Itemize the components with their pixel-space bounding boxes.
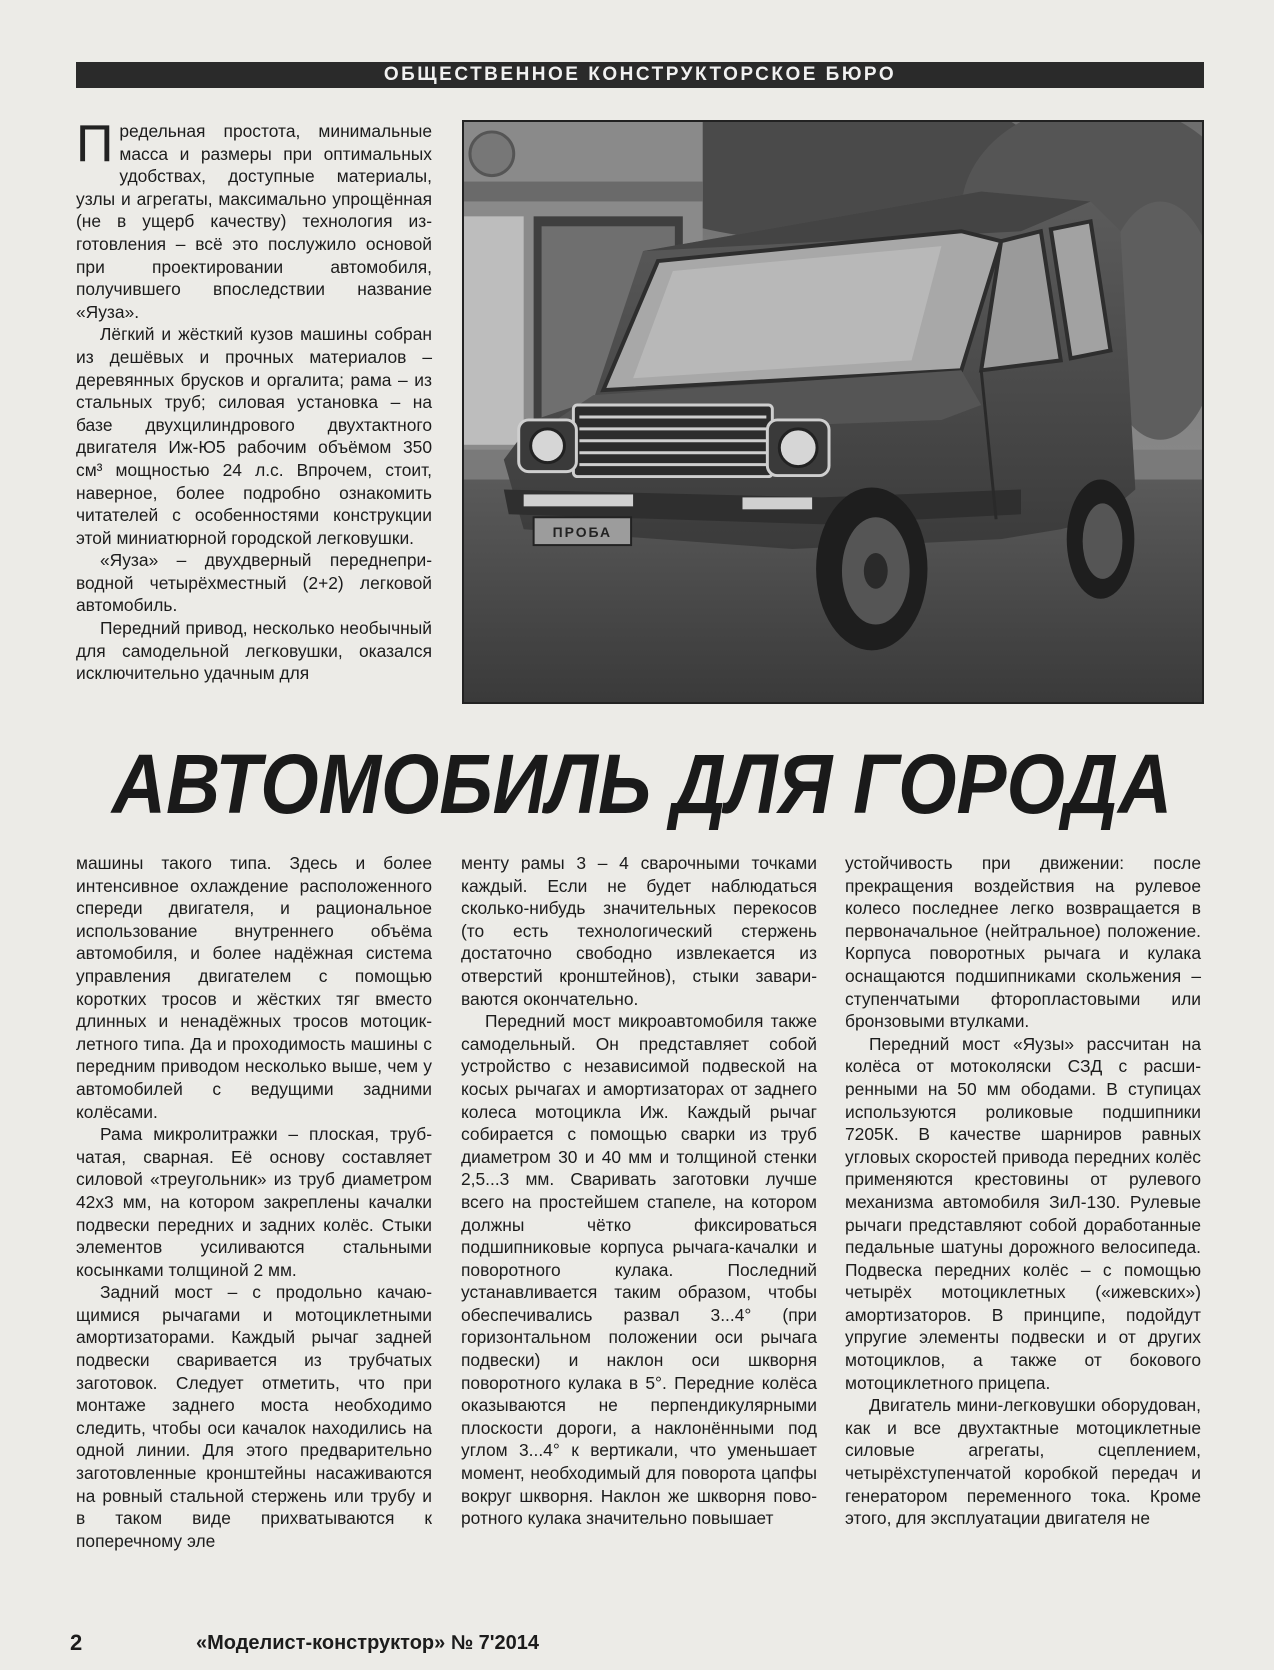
grille — [573, 405, 772, 477]
column-3-paragraph-3: Двигатель мини-легковушки оборудован, как и все двухтактные мотоциклетные силовые агрегаты, сцеплением, четырёхступенчатой коробкой передач и генератором переменного тока. Кроме этого, для эксплуатации двигателя не — [845, 1395, 1201, 1529]
column-3-paragraph-2: Передний мост «Яузы» рассчитан на колёса от мотоколяски СЗД с расширенными на 50 мм ободами. В ступицах используются роликовые подшипники 7205К. В качестве шарниров равных угловых скоростей привода передних колёс применяются крестовины от рулевого механизма автомобиля ЗиЛ-130. Рулевые рычаги представляют собой доработанные педальные шатуны дорожного велосипеда. Подвеска передних колёс – с помощью четырёх мотоциклетных («ижевских») амортизаторов. В принципе, подойдут упругие элементы подвески и от других мотоциклов, а также от бокового мотоциклетного прицепа. — [845, 1033, 1201, 1393]
section-header: ОБЩЕСТВЕННОЕ КОНСТРУКТОРСКОЕ БЮРО — [76, 62, 1204, 88]
article-headline: АВТОМОБИЛЬ ДЛЯ ГОРОДА — [111, 736, 1173, 832]
intro-paragraph-1 — [76, 115, 432, 323]
intro-paragraph-1-text: редельная простота, минимальные масса и размеры при оптимальных удобствах, доступные материалы, узлы и агрегаты, максимально упрощённая (не в ущерб качеству) технология изготовления – всё это послужило основой при проектировании автомобиля, получившего впоследствии название «Яуза». — [76, 121, 432, 322]
license-plate-text: ПРОБА — [552, 524, 613, 541]
building-emblem — [470, 132, 514, 176]
car-photo-illustration — [464, 122, 1202, 702]
page-footer — [70, 1630, 1204, 1660]
column-3-paragraph-1: устойчивость при движении: после прекращения воздействия на рулевое колесо последнее легко возвращается в первоначальное (нейтральное) положение. Корпуса поворотных рычага и кулака оснащаются подшипниками скольжения – ступенчатыми фторопластовыми или бронзовыми втулками. — [845, 853, 1201, 1032]
intro-paragraph-3: «Яуза» – двухдверный переднеприводной четырёхместный (2+2) легковой автомобиль. — [76, 550, 432, 616]
text-column-3 — [845, 852, 1201, 1530]
front-wheel — [816, 487, 927, 650]
rear-wheel — [1067, 480, 1135, 599]
intro-paragraph-2: Лёгкий и жёсткий кузов машины собран из дешёвых и прочных материалов – деревянных брусков и оргалита; рама – из стальных труб; силовая установка – на базе двухцилиндрового двухтактного двигателя Иж-Ю5 рабочим объёмом 350 см³ мощностью 24 л.с. Впрочем, стоит, наверное, более подробно ознакомить читателей с особенностями конструкции этой миниатюрной городской легковушки. — [76, 324, 432, 548]
car-photo — [462, 120, 1204, 704]
column-2-paragraph-2: Передний мост микроавтомобиля также самодельный. Он представляет собой устройство с независимой подвеской на косых рычагах и амортизаторах от заднего колеса мотоцикла Иж. Каждый рычаг собирается с помощью сварки из труб диаметром 30 и 40 мм и толщиной стенки 2,5...3 мм. Сваривать заготовки лучше всего на простейшем стапеле, на котором должны чётко фиксироваться подшипниковые корпуса рычага-качалки и поворотного кулака. Последний устанавливается таким образом, чтобы обеспечивались развал 3...4° (при горизонтальном положении оси рычага подвески) и наклон оси шкворня поворотного кулака в 5°. Передние колёса оказываются не перпендикулярными плоскости дороги, а наклонёнными под углом 3...4° к вертикали, что уменьшает момент, необходимый для поворота цапфы вокруг шкворня. Наклон же шкворня поворотного кулака значительно повышает — [461, 1011, 817, 1529]
intro-paragraph-4: Передний привод, несколько необычный для самодельной легковушки, оказался исключительно удачным для — [76, 618, 432, 684]
text-column-1 — [76, 852, 432, 1552]
page-number: 2 — [70, 1630, 83, 1655]
magazine-title: «Моделист-конструктор» № 7'2014 — [196, 1632, 540, 1654]
text-column-2 — [461, 852, 817, 1530]
column-2-paragraph-1: менту рамы 3 – 4 сварочными точками каждый. Если не будет наблюдаться сколько-нибудь значительных перекосов (то есть технологический стержень достаточно свободно извлекается из отверстий кронштейнов), стыки завариваются окончательно. — [461, 853, 817, 1009]
column-1-paragraph-1: машины такого типа. Здесь и более интенсивное охлаждение расположенного спереди двигателя, и рациональное использование внутреннего объёма автомобиля, и более надёжная система управления двигателем с помощью коротких тросов и жёстких тяг вместо длинных и ненадёжных тросов мотоциклетного типа. Да и проходимость машины с передним приводом несколько выше, чем у автомобилей с ведущими задними колёсами. — [76, 853, 432, 1122]
drop-cap: П — [76, 115, 114, 173]
intro-column — [76, 115, 432, 685]
column-1-paragraph-3: Задний мост – с продольно качающимися рычагами и мотоциклетными амортизаторами. Каждый рычаг задней подвески сваривается из трубчатых заготовок. Следует отметить, что при монтаже заднего моста необходимо следить, чтобы оси качалок находились на одной линии. Для этого предварительно заготовленные кронштейны насаживаются на ровный стальной стержень или трубу и в таком виде прихватываются к поперечному эле — [76, 1282, 432, 1551]
column-1-paragraph-2: Рама микролитражки – плоская, трубчатая, сварная. Её основу составляет силовой «треугольник» из труб диаметром 42х3 мм, на котором закреплены качалки подвески передних и задних колёс. Стыки элементов усиливаются стальными косынками толщиной 2 мм. — [76, 1124, 432, 1280]
